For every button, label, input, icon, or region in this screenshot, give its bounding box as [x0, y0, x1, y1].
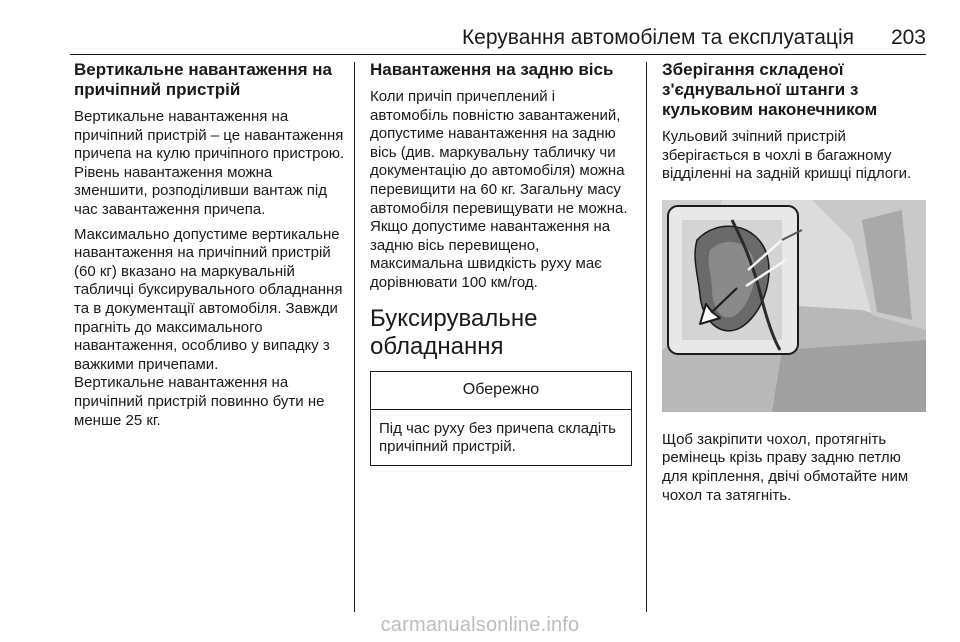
column-middle — [370, 60, 632, 466]
caution-title: Обережно — [371, 372, 631, 410]
caution-box — [370, 371, 632, 466]
watermark: carmanualsonline.info — [380, 614, 580, 636]
section-title-towing-equipment: Буксирувальне обладнання — [370, 304, 538, 360]
heading-rear-axle-load: Навантаження на задню вісь — [370, 60, 614, 79]
paragraph-tongue-load-1: Вертикальне навантаження на причіпний пристрій – це навантаження причепа на кулю причіпного пристрою. Рівень навантаження можна зменшити, розподіливши вантаж під час завантаження причепа. — [74, 108, 345, 218]
column-divider-1 — [354, 62, 355, 612]
paragraph-tongue-load-3: Вертикальне навантаження на причіпний пристрій повинно бути не менше 25 кг. — [74, 374, 325, 429]
page-number: 203 — [890, 26, 926, 49]
paragraph-storage-1: Кульовий зчіпний пристрій зберігається в чохлі в багажному відділенні на задній кришці підлоги. — [662, 128, 912, 183]
paragraph-storage-2: Щоб закріпити чохол, протягніть ремінець крізь праву задню петлю для кріплення, двічі обмотайте ним чохол та затягніть. — [662, 430, 909, 504]
paragraph-tongue-load-2: Максимально допустиме вертикальне навантаження на причіпний пристрій (60 кг) вказано на маркувальній табличці буксирувального обладнання та в документації автомобіля. Завжди прагніть до максимального навантаження, особливо у випадку з важкими причепами. — [74, 225, 343, 373]
column-left — [74, 60, 350, 436]
heading-storage: Зберігання складеної з'єднувальної штанги з кульковим наконечником — [662, 60, 878, 119]
trunk-storage-illustration — [662, 200, 926, 412]
header-title: Керування автомобілем та експлуатація — [461, 26, 854, 49]
column-right — [662, 60, 926, 511]
page-header — [70, 24, 926, 55]
column-divider-2 — [646, 62, 647, 612]
heading-tongue-load: Вертикальне навантаження на причіпний пристрій — [74, 60, 332, 99]
paragraph-rear-axle-load: Коли причіп причеплений і автомобіль повністю завантажений, допустиме навантаження на задню вісь (див. маркувальну табличку чи документацію до автомобіля) можна перевищити на 60 кг. Загальну масу автомобіля перевищувати не можна. Якщо допустиме навантаження на задню вісь перевищено, максимальна швидкість руху має дорівнювати 100 км/год. — [370, 88, 628, 291]
caution-text: Під час руху без причепа складіть причіпний пристрій. — [379, 419, 616, 456]
